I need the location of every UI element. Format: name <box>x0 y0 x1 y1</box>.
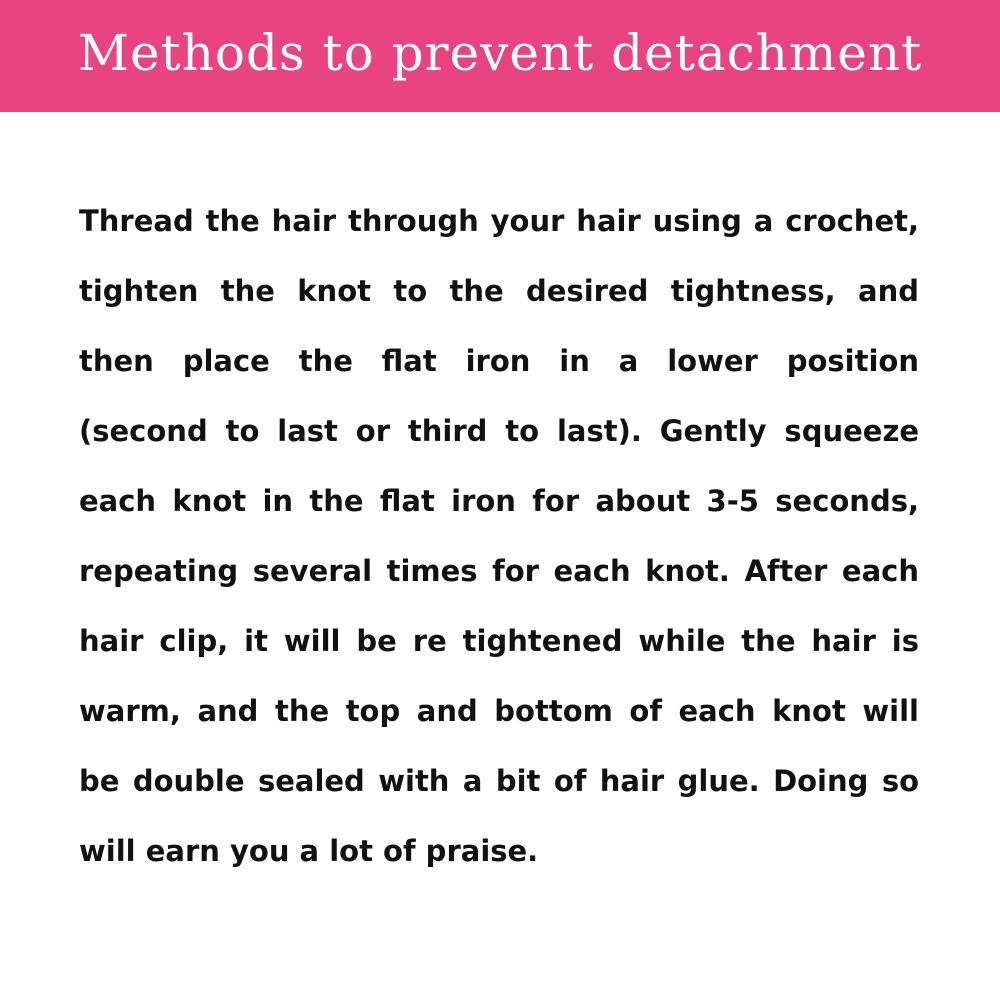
paragraph-line: each knot in the flat iron for about 3-5 seconds, <box>79 484 919 518</box>
paragraph-line: then place the flat iron in a lower position <box>79 344 919 378</box>
paragraph-line: will earn you a lot of praise. <box>79 834 539 868</box>
paragraph-line: tighten the knot to the desired tightness, and <box>79 274 919 308</box>
header-title: Methods to prevent detachment <box>77 24 923 82</box>
header-banner <box>0 0 1000 112</box>
paragraph-line: Thread the hair through your hair using a crochet, <box>79 204 919 238</box>
instruction-paragraph <box>79 186 919 886</box>
paragraph-line: be double sealed with a bit of hair glue. Doing so <box>79 764 919 798</box>
paragraph-line: hair clip, it will be re tightened while the hair is <box>79 624 919 658</box>
paragraph-line: repeating several times for each knot. After each <box>79 554 919 588</box>
paragraph-line: warm, and the top and bottom of each knot will <box>79 694 919 728</box>
paragraph-line: (second to last or third to last). Gently squeeze <box>79 414 919 448</box>
